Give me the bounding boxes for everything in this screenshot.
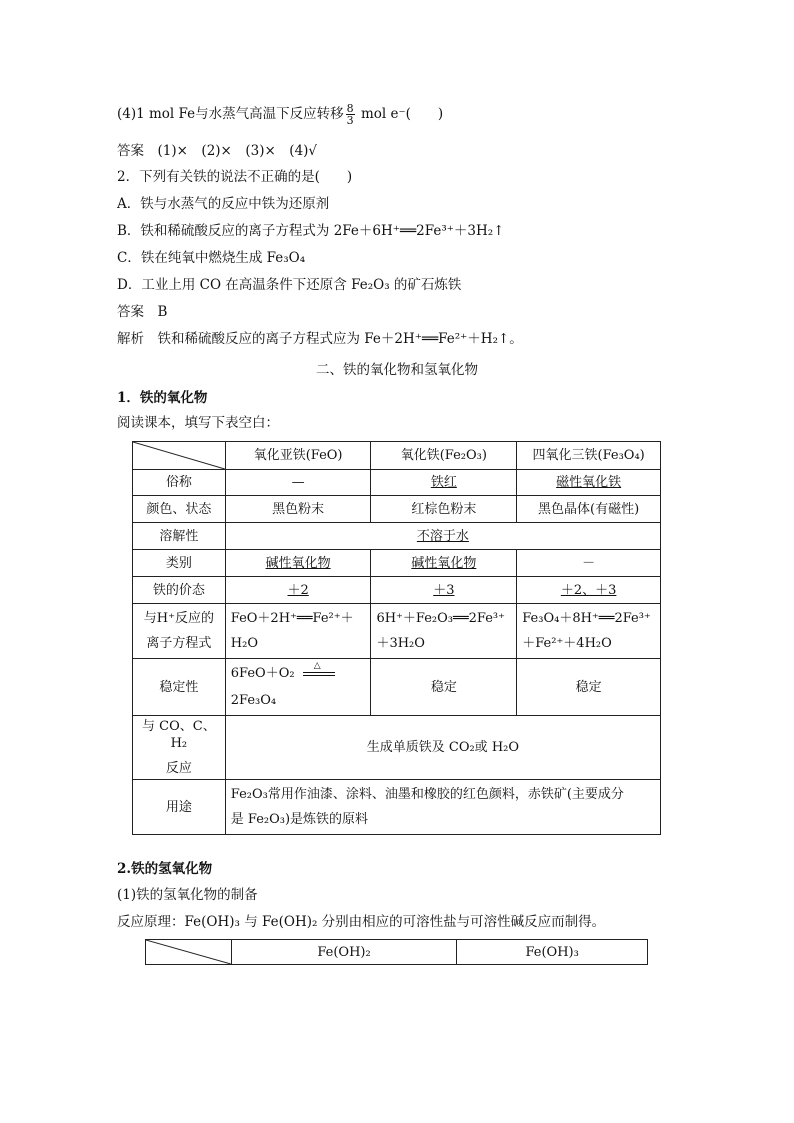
- row-label: 颜色、状态: [133, 496, 226, 523]
- row-label: [133, 604, 226, 659]
- table-row: [133, 604, 661, 659]
- cell: [371, 604, 517, 659]
- answer-label: 答案: [117, 143, 144, 159]
- use-line: 是 Fe₂O₃)是炼铁的原料: [230, 812, 369, 827]
- question2-option-b: B．铁和稀硫酸反应的离子方程式为 2Fe＋6H⁺══2Fe³⁺＋3H₂↑: [117, 223, 505, 239]
- row-label: 稳定性: [133, 659, 226, 716]
- cell: 红棕色粉末: [371, 496, 517, 523]
- question2-stem: 2．下列有关铁的说法不正确的是( ): [117, 169, 353, 185]
- table-row: [133, 780, 661, 835]
- cell-blank: 不溶于水: [225, 523, 660, 550]
- heat-symbol: △: [313, 660, 321, 671]
- cell-blank: 铁红: [371, 470, 517, 496]
- fraction-denominator: 3: [346, 114, 354, 127]
- equation-line: ＋Fe²⁺＋4H₂O: [522, 636, 612, 651]
- subsection2-title: 2.铁的氢氧化物: [117, 861, 213, 877]
- equation-lhs: 6FeO＋O₂: [230, 666, 295, 681]
- row-label: 溶解性: [133, 523, 226, 550]
- row-label-line: 离子方程式: [146, 636, 212, 651]
- subsection2-subtitle: (1)铁的氢氧化物的制备: [117, 887, 258, 903]
- answer-text: B: [157, 304, 168, 320]
- table-row: [133, 716, 661, 780]
- cell: －: [517, 550, 661, 577]
- header-fe2o3: 氧化铁(Fe₂O₃): [371, 442, 517, 470]
- cell-blank: ＋3: [371, 577, 517, 604]
- cell: [225, 780, 660, 835]
- cell: [517, 604, 661, 659]
- item4-suffix: mol e⁻( ): [356, 106, 444, 122]
- cell: [225, 604, 371, 659]
- table-row: [133, 496, 661, 523]
- row-label-line: 反应: [165, 761, 192, 776]
- cell-blank: 碱性氧化物: [225, 550, 371, 577]
- cell: [225, 659, 371, 716]
- row-label-line: 与 CO、C、H₂: [142, 719, 216, 751]
- hydroxide-table: [145, 939, 648, 965]
- fraction-numerator: 8: [346, 102, 354, 115]
- row-label: 类别: [133, 550, 226, 577]
- subsection1-title: 1．铁的氧化物: [117, 390, 208, 406]
- equation-line: 2Fe₃O₄: [230, 693, 277, 708]
- question2-option-c: C．铁在纯氧中燃烧生成 Fe₃O₄: [117, 250, 306, 266]
- row-label: [133, 716, 226, 780]
- cell: 黑色晶体(有磁性): [517, 496, 661, 523]
- header-fe-oh-3: Fe(OH)₃: [457, 940, 648, 965]
- use-line: Fe₂O₃常用作油漆、涂料、油墨和橡胶的红色颜料，赤铁矿(主要成分: [230, 787, 624, 802]
- oxide-table: [132, 441, 661, 835]
- answer-text: (1)× (2)× (3)× (4)√: [157, 143, 318, 159]
- cell: —: [225, 470, 371, 496]
- header-fe3o4: 四氧化三铁(Fe₃O₄): [517, 442, 661, 470]
- analysis-label: 解析: [117, 331, 144, 347]
- row-label-line: 与H⁺反应的: [143, 611, 214, 626]
- table-corner: [133, 442, 226, 470]
- header-fe-oh-2: Fe(OH)₂: [231, 940, 457, 965]
- heat-arrow: [303, 660, 335, 681]
- row-label: 铁的价态: [133, 577, 226, 604]
- equation-line: H₂O: [230, 636, 258, 651]
- table-row: [133, 470, 661, 496]
- double-line-top: [303, 672, 335, 673]
- cell-blank: 磁性氧化铁: [517, 470, 661, 496]
- equation-line: [230, 660, 366, 682]
- answer-label: 答案: [117, 304, 144, 320]
- analysis-text: 铁和稀硫酸反应的离子方程式应为 Fe＋2H⁺══Fe²⁺＋H₂↑。: [157, 331, 523, 347]
- reaction-principle: 反应原理：Fe(OH)₃ 与 Fe(OH)₂ 分别由相应的可溶性盐与可溶性碱反应而制得。: [117, 914, 606, 930]
- equation-line: FeO＋2H⁺══Fe²⁺＋: [230, 611, 354, 626]
- section-title: 二、铁的氧化物和氢氧化物: [316, 362, 478, 378]
- table-row: [133, 659, 661, 716]
- row-label: 俗称: [133, 470, 226, 496]
- table-row: [133, 577, 661, 604]
- question2-option-d: D．工业上用 CO 在高温条件下还原含 Fe₂O₃ 的矿石炼铁: [117, 277, 462, 293]
- cell: 稳定: [517, 659, 661, 716]
- cell: 黑色粉末: [225, 496, 371, 523]
- equation-line: ＋3H₂O: [376, 636, 425, 651]
- analysis-line: [117, 330, 523, 348]
- equation-line: 6H⁺＋Fe₂O₃══2Fe³⁺: [376, 611, 506, 626]
- cell-blank: ＋2: [225, 577, 371, 604]
- table-row: [133, 550, 661, 577]
- double-line-bottom: [303, 675, 335, 676]
- answer1-line: [117, 142, 317, 160]
- cell-blank: ＋2、＋3: [517, 577, 661, 604]
- row-label: 用途: [133, 780, 226, 835]
- cell: 稳定: [371, 659, 517, 716]
- fraction: [346, 103, 355, 126]
- subsection1-instruction: 阅读课本，填写下表空白：: [117, 415, 279, 431]
- cell: 生成单质铁及 CO₂或 H₂O: [225, 716, 660, 780]
- answer2-line: [117, 303, 167, 321]
- table-row: [133, 523, 661, 550]
- question1-item4: [117, 103, 443, 126]
- question2-option-a: A．铁与水蒸气的反应中铁为还原剂: [117, 196, 330, 212]
- header-feo: 氧化亚铁(FeO): [225, 442, 371, 470]
- equation-line: Fe₃O₄＋8H⁺══2Fe³⁺: [522, 611, 651, 626]
- table-corner: [146, 940, 232, 965]
- item4-text: (4)1 mol Fe与水蒸气高温下反应转移: [117, 106, 344, 122]
- cell-blank: 碱性氧化物: [371, 550, 517, 577]
